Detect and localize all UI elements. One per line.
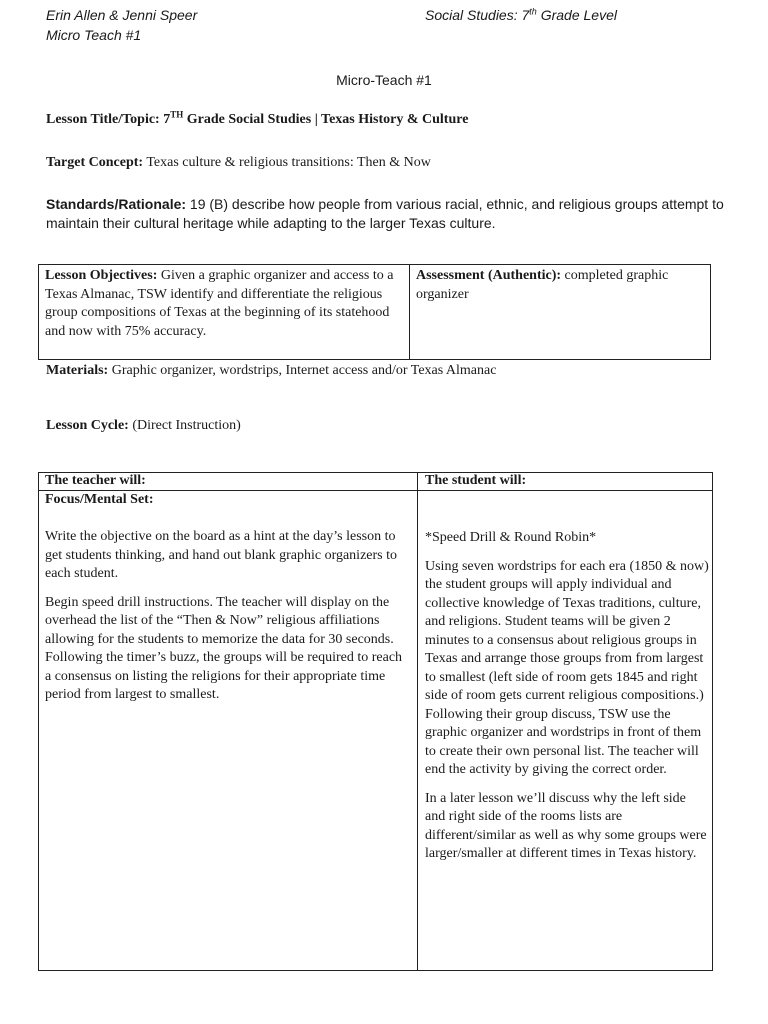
header-micro-teach: Micro Teach #1 bbox=[46, 27, 142, 43]
student-header: The student will: bbox=[425, 473, 527, 488]
standards-value: 19 (B) describe how people from various racial, ethnic, and religious groups attempt to maintain their cultural heritage while adapting to the larger Texas culture. bbox=[46, 196, 724, 231]
focus-label: Focus/Mental Set: bbox=[45, 492, 154, 507]
subject-suffix: Grade Level bbox=[536, 7, 617, 23]
lesson-title-label: Lesson Title/Topic: bbox=[46, 112, 160, 127]
student-paragraph-2: Using seven wordstrips for each era (1850 & now) the student groups will apply individual and collective knowledge of Texas traditions, culture, and religions. Student teams will be given 2 minutes to a consensus about religious groups in Texas and arrange those groups from from largest to smallest (left side of room gets 1845 and right side of room gets current religious compositions.) Following their group discuss, TSW use the graphic organizer and wordstrips in front of them to create their own personal list. The teacher will end the activity by giving the correct order. bbox=[425, 558, 709, 777]
objectives-text: Given a graphic organizer and access to a Texas Almanac, TSW identify and differentiate the religious group compositions of Texas at the beginning of its statehood and now with 75% accuracy. bbox=[45, 268, 394, 339]
subject-sup: th bbox=[529, 6, 537, 17]
subject-prefix: Social Studies: 7 bbox=[425, 7, 530, 23]
target-concept bbox=[46, 153, 431, 172]
materials bbox=[46, 361, 496, 380]
lesson-title bbox=[46, 110, 468, 129]
assessment-label: Assessment (Authentic): bbox=[416, 268, 562, 283]
materials-value: Graphic organizer, wordstrips, Internet access and/or Texas Almanac bbox=[108, 363, 497, 378]
header-subject bbox=[425, 6, 617, 25]
lesson-cycle-label: Lesson Cycle: bbox=[46, 418, 129, 433]
teacher-paragraph-2: Begin speed drill instructions. The teacher will display on the overhead the list of the “Then & Now” religious affiliations allowing for the students to memorize the data for 30 seconds. Following the timer’s buzz, the groups will be required to reach a consensus on listing the religions for their appropriate time period from largest to smallest. bbox=[45, 594, 403, 702]
cycle-table-divider bbox=[417, 472, 418, 971]
standards bbox=[46, 195, 726, 233]
teacher-header: The teacher will: bbox=[45, 473, 146, 488]
document-title: Micro-Teach #1 bbox=[336, 72, 432, 88]
lesson-title-grade: 7 bbox=[159, 112, 171, 127]
assessment-text: completed graphic organizer bbox=[416, 268, 669, 302]
student-column bbox=[425, 529, 709, 864]
header-authors: Erin Allen & Jenni Speer bbox=[46, 7, 198, 23]
objectives-cell bbox=[45, 267, 401, 341]
teacher-paragraph-1: Write the objective on the board as a hint at the day’s lesson to get students thinking, and hand out blank graphic organizers to each student. bbox=[45, 529, 398, 581]
target-concept-label: Target Concept: bbox=[46, 155, 144, 170]
assessment-cell bbox=[416, 267, 706, 304]
target-concept-value: Texas culture & religious transitions: Then & Now bbox=[143, 155, 431, 170]
lesson-cycle-value: (Direct Instruction) bbox=[128, 418, 241, 433]
student-paragraph-3: In a later lesson we’ll discuss why the left side and right side of the rooms lists are different/similar as well as why some groups were larger/smaller at different times in Texas history. bbox=[425, 790, 707, 861]
lesson-title-topic: Grade Social Studies | Texas History & Culture bbox=[183, 112, 469, 127]
materials-label: Materials: bbox=[46, 363, 109, 378]
lesson-cycle bbox=[46, 416, 241, 435]
objectives-table-divider bbox=[409, 264, 410, 360]
objectives-label: Lesson Objectives: bbox=[45, 268, 158, 283]
standards-label: Standards/Rationale: bbox=[46, 196, 187, 212]
teacher-column bbox=[45, 491, 411, 705]
student-paragraph-1: *Speed Drill & Round Robin* bbox=[425, 530, 597, 545]
lesson-title-sup: TH bbox=[170, 109, 184, 120]
